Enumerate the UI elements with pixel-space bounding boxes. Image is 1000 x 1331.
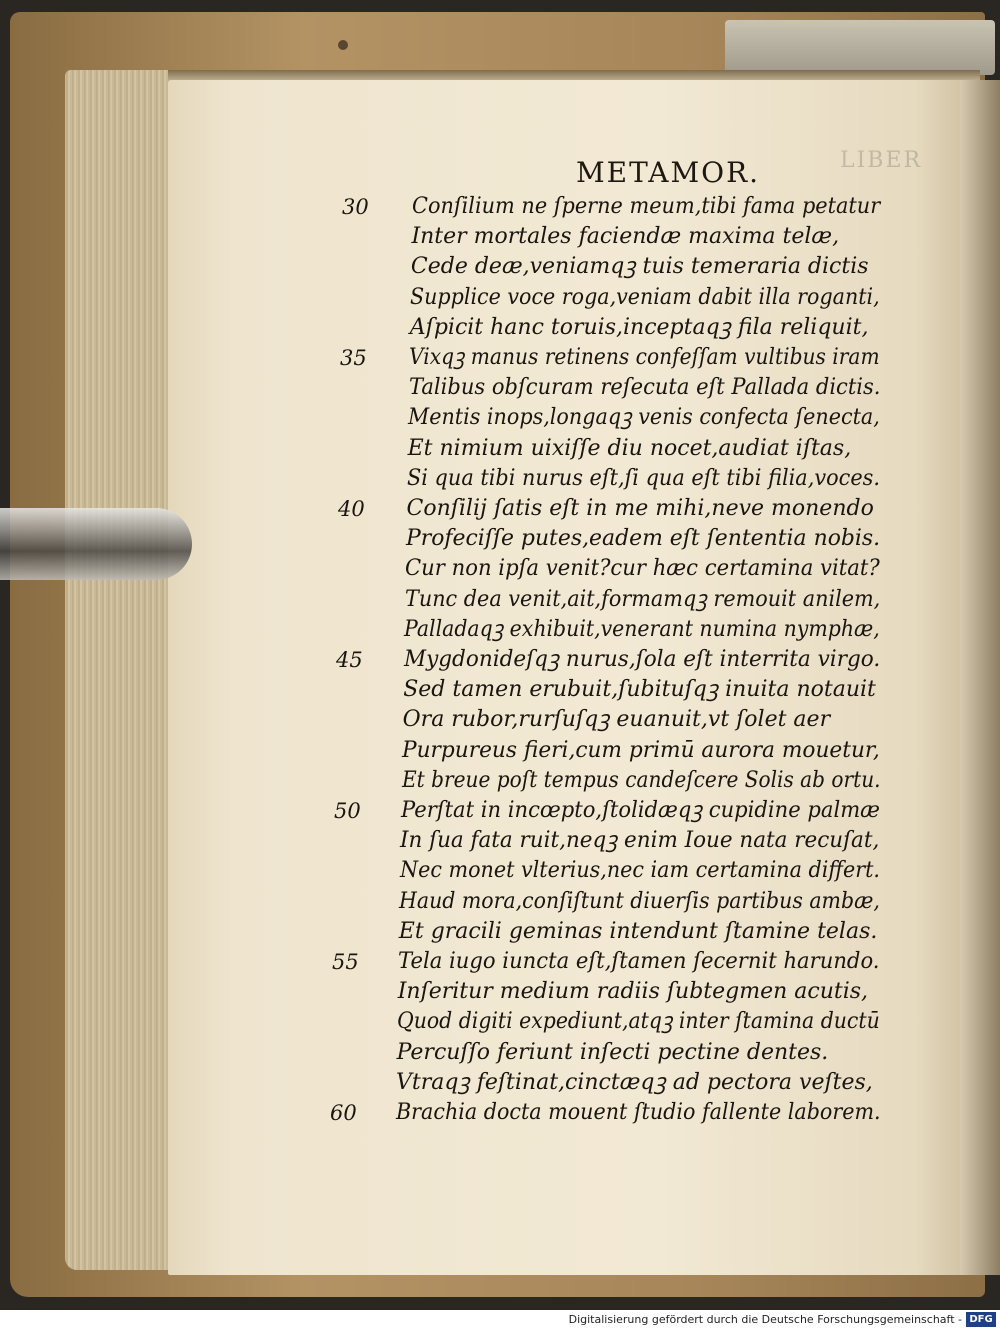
verse-text: Supplice voce roga,veniam dabit illa roganti, xyxy=(410,284,881,310)
line-number: 50 xyxy=(334,799,361,823)
verse-text: Et breue poſt tempus candeſcere Solis ab ortu. xyxy=(401,767,881,793)
verse-text: Tela iugo iuncta eſt,ſtamen ſecernit harundo. xyxy=(398,949,880,974)
verse-text: Nec monet vlterius,nec iam certamina differt. xyxy=(399,858,880,884)
line-number: 35 xyxy=(340,346,367,370)
verse-text: Inter mortales faciendæ maxima telæ, xyxy=(411,224,840,250)
line-number: 55 xyxy=(332,950,359,974)
verse-text: Percuſſo feriunt inſecti pectine dentes. xyxy=(396,1039,829,1065)
verse-text: Vixqꝫ manus retinens confeſſam vultibus iram xyxy=(409,345,880,370)
verse-text: Vtraqꝫ feſtinat,cinctæqꝫ ad pectora veſtes, xyxy=(396,1069,873,1095)
verse-text: Palladaqꝫ exhibuit,venerant numina nymphæ, xyxy=(404,616,881,642)
show-through-text: LIBER xyxy=(840,148,923,173)
line-number: 30 xyxy=(342,195,369,219)
line-number: 60 xyxy=(330,1101,357,1125)
verse-text: Et gracili geminas intendunt ſtamine telas. xyxy=(398,918,878,944)
verse-text: Et nimium uixiſſe diu nocet,audiat iſtas, xyxy=(407,435,852,461)
verse-text: Quod digiti expediunt,atqꝫ inter ſtamina ductū xyxy=(397,1009,880,1035)
line-number: 45 xyxy=(336,648,363,672)
dfg-logo: DFG xyxy=(966,1312,996,1327)
verse-text: Mygdonideſqꝫ nurus,ſola eſt interrita virgo. xyxy=(403,647,881,672)
verse-text: Si qua tibi nurus eſt,ſi qua eſt tibi filia,voces. xyxy=(407,465,881,491)
verse-text: Perſtat in incœpto,ſtolidæqꝫ cupidine palmæ xyxy=(401,798,880,823)
verse-text: Conſilium ne ſperne meum,tibi fama petatur xyxy=(412,194,881,219)
verse-text: Sed tamen erubuit,ſubituſqꝫ inuita notauit xyxy=(403,677,876,703)
verse-text: Tunc dea venit,ait,formamqꝫ remouit anilem, xyxy=(404,586,881,612)
verse-text: Inſeritur medium radiis ſubtegmen acutis, xyxy=(397,979,869,1005)
verse-text: Cur non ipſa venit?cur hæc certamina vitat? xyxy=(405,556,881,582)
verse-text: Mentis inops,longaqꝫ venis confecta ſenecta, xyxy=(408,405,880,431)
verse-text: Ora rubor,rurſuſqꝫ euanuit,vt ſolet aer xyxy=(402,707,831,733)
verse-text: Haud mora,conſiſtunt diuerſis partibus ambæ, xyxy=(399,888,881,914)
glass-clamp-rod xyxy=(0,508,192,580)
verse-text: In ſua fata ruit,neqꝫ enim Ioue nata recuſat, xyxy=(400,828,880,854)
verse-text: Brachia docta mouent ſtudio fallente laborem. xyxy=(395,1100,881,1125)
verse-text: Cede deæ,veniamqꝫ tuis temeraria dictis xyxy=(410,254,869,280)
funding-credit: Digitalisierung gefördert durch die Deutsche Forschungsgemeinschaft - xyxy=(568,1313,962,1326)
verse-text: Purpureus fieri,cum primū aurora mouetur, xyxy=(402,737,880,763)
verse-text: Aſpicit hanc toruis,inceptaqꝫ fila reliquit, xyxy=(409,314,869,340)
footer-bar xyxy=(0,1310,1000,1331)
line-number: 40 xyxy=(338,497,365,521)
verse-text: Talibus obſcuram reſecuta eſt Pallada dictis. xyxy=(408,375,881,401)
verse-text: Conſilij ſatis eſt in me mihi,neve monendo xyxy=(406,496,874,521)
verse-text: Profeciſſe putes,eadem eſt ſententia nobis. xyxy=(405,526,881,552)
running-head: METAMOR. xyxy=(576,156,761,189)
